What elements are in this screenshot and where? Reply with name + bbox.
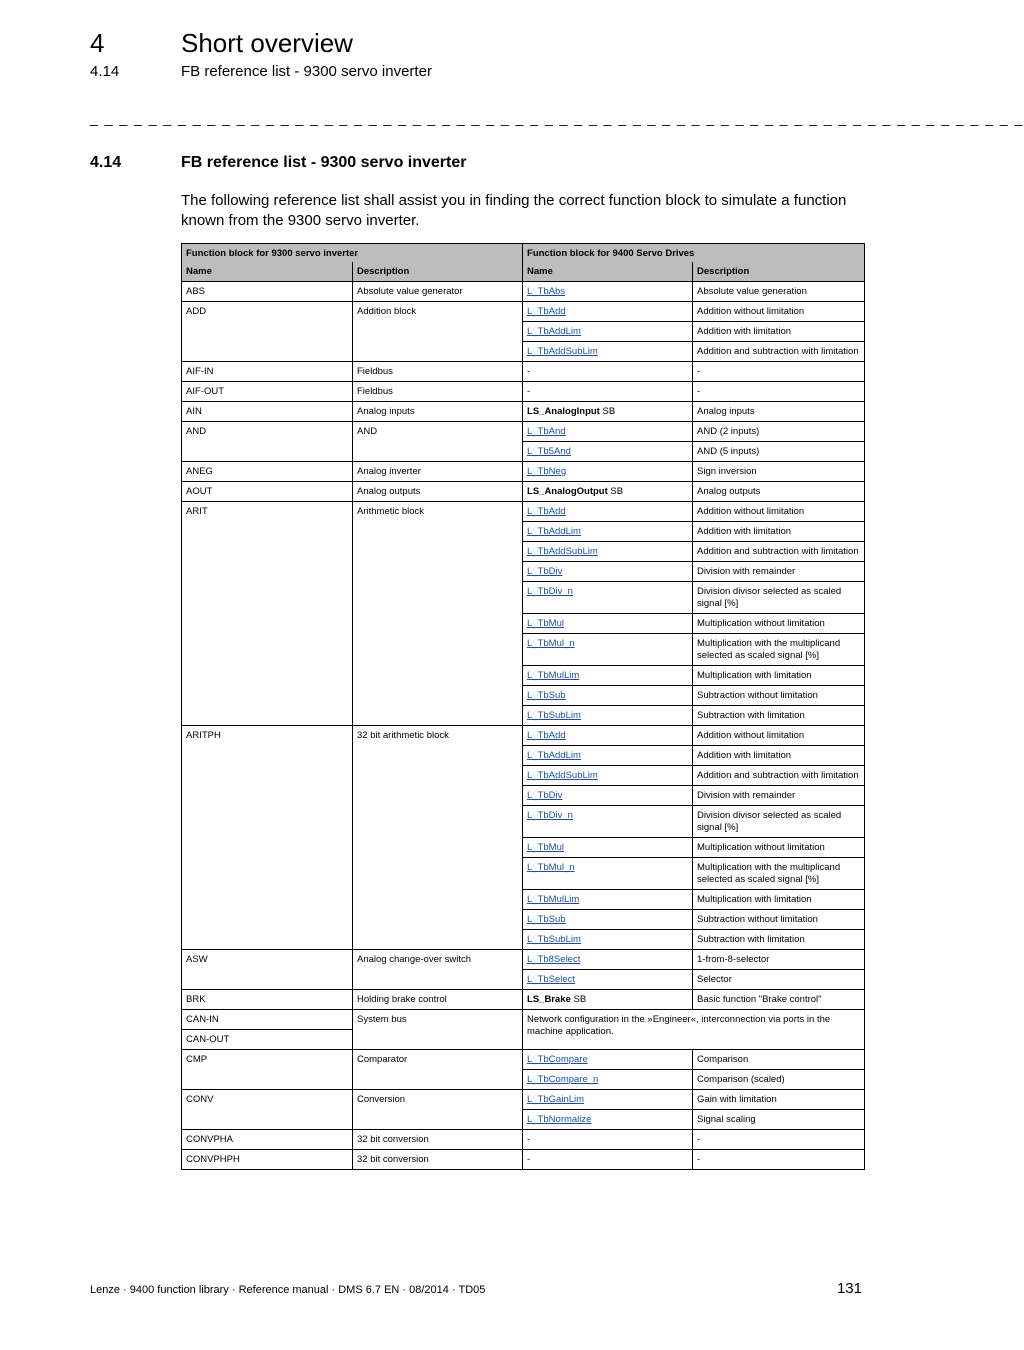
fb9400-link[interactable]: L_Tb5And — [527, 446, 571, 457]
fb9400-name-cell — [523, 666, 693, 686]
fb9400-desc: Absolute value generation — [693, 282, 865, 302]
fb9400-link[interactable]: L_TbMul_n — [527, 638, 575, 649]
fb9400-desc: Addition and subtraction with limitation — [693, 342, 865, 362]
fb9400-name-cell — [523, 634, 693, 666]
fb-reference-table — [181, 243, 865, 1170]
fb9400-name-cell — [523, 838, 693, 858]
fb9300-name: ARITPH — [182, 726, 353, 950]
fb9300-desc: Fieldbus — [353, 362, 523, 382]
fb9400-desc: Subtraction with limitation — [693, 706, 865, 726]
fb9400-note: Network configuration in the »Engineer«, interconnection via ports in the machine application. — [523, 1010, 865, 1050]
table-row — [182, 1010, 865, 1030]
fb9400-name-cell — [523, 1110, 693, 1130]
fb9400-name-cell — [523, 502, 693, 522]
fb9400-name-cell — [523, 382, 693, 402]
section-heading: FB reference list - 9300 servo inverter — [181, 154, 467, 171]
fb9400-desc: Analog inputs — [693, 402, 865, 422]
fb9300-desc: Analog inputs — [353, 402, 523, 422]
fb9300-name: AND — [182, 422, 353, 462]
fb9400-name-cell — [523, 482, 693, 502]
fb9400-link[interactable]: L_TbMul_n — [527, 862, 575, 873]
fb9400-link[interactable]: L_TbAdd — [527, 306, 566, 317]
fb9400-name-cell — [523, 614, 693, 634]
fb9400-suffix: SB — [570, 994, 587, 1005]
fb9300-name: ARIT — [182, 502, 353, 726]
table-row — [182, 1150, 865, 1170]
fb9400-desc: Division with remainder — [693, 786, 865, 806]
fb9400-link[interactable]: L_TbAddLim — [527, 750, 581, 761]
fb9400-link[interactable]: L_TbAddSubLim — [527, 770, 598, 781]
fb9300-desc: Absolute value generator — [353, 282, 523, 302]
fb9400-name-cell — [523, 562, 693, 582]
fb9400-name-cell — [523, 950, 693, 970]
fb9400-desc: AND (2 inputs) — [693, 422, 865, 442]
fb9400-desc: - — [693, 1150, 865, 1170]
fb9400-desc: Sign inversion — [693, 462, 865, 482]
footer-text: Lenze · 9400 function library · Reference manual · DMS 6.7 EN · 08/2014 · TD05 — [90, 1284, 486, 1296]
fb9400-name-cell — [523, 282, 693, 302]
fb9400-link[interactable]: L_TbMul — [527, 618, 564, 629]
fb9400-system-block: LS_Brake — [527, 994, 571, 1005]
fb9400-name-cell — [523, 990, 693, 1010]
fb9400-link[interactable]: L_TbMulLim — [527, 670, 580, 681]
fb9300-desc: 32 bit conversion — [353, 1130, 523, 1150]
fb9400-name-cell — [523, 462, 693, 482]
fb9300-name: ASW — [182, 950, 353, 990]
fb9400-link[interactable]: L_TbSubLim — [527, 710, 581, 721]
fb9300-name: CMP — [182, 1050, 353, 1090]
fb9300-desc: 32 bit conversion — [353, 1150, 523, 1170]
fb9400-link[interactable]: L_Tb8Select — [527, 954, 581, 965]
table-row — [182, 1090, 865, 1110]
fb9400-desc: Subtraction without limitation — [693, 910, 865, 930]
running-section-title: FB reference list - 9300 servo inverter — [181, 63, 432, 80]
table-row — [182, 282, 865, 302]
fb9400-name-cell — [523, 1090, 693, 1110]
fb9300-desc: Analog inverter — [353, 462, 523, 482]
fb9400-name-cell — [523, 726, 693, 746]
fb9400-link[interactable]: L_TbMulLim — [527, 894, 580, 905]
fb9400-name-cell — [523, 322, 693, 342]
fb9400-desc: Multiplication with the multiplicand selected as scaled signal [%] — [693, 858, 865, 890]
fb9400-link[interactable]: L_TbAdd — [527, 506, 566, 517]
table-row — [182, 726, 865, 746]
fb9400-link[interactable]: L_TbAddLim — [527, 526, 581, 537]
fb9300-name: CONVPHA — [182, 1130, 353, 1150]
fb9400-name-cell — [523, 1050, 693, 1070]
fb9400-link[interactable]: L_TbDiv — [527, 790, 563, 801]
chapter-title: Short overview — [181, 28, 353, 58]
fb9400-desc: Analog outputs — [693, 482, 865, 502]
fb9400-desc: Addition with limitation — [693, 322, 865, 342]
fb9400-link[interactable]: L_TbDiv_n — [527, 810, 573, 821]
fb9400-link[interactable]: L_TbNormalize — [527, 1114, 592, 1125]
fb9300-desc: Analog change-over switch — [353, 950, 523, 990]
fb9300-desc: Arithmetic block — [353, 502, 523, 726]
fb9400-link[interactable]: L_TbCompare_n — [527, 1074, 599, 1085]
intro-paragraph: The following reference list shall assist you in finding the correct function block to simulate a function known from the 9300 servo inverter. — [181, 192, 847, 229]
fb9300-name: AIF-IN — [182, 362, 353, 382]
fb9400-desc: Multiplication without limitation — [693, 614, 865, 634]
chapter-number: 4 — [90, 28, 105, 58]
table-row — [182, 1130, 865, 1150]
fb9400-desc: Addition without limitation — [693, 726, 865, 746]
fb9400-name: - — [527, 1134, 531, 1145]
fb9300-name: CONVPHPH — [182, 1150, 353, 1170]
fb9300-desc: Addition block — [353, 302, 523, 362]
fb9400-name-cell — [523, 302, 693, 322]
fb9400-name-cell — [523, 422, 693, 442]
fb9400-desc: Division divisor selected as scaled signal [%] — [693, 582, 865, 614]
table-row — [182, 990, 865, 1010]
fb9400-name-cell — [523, 746, 693, 766]
fb9300-name: AIF-OUT — [182, 382, 353, 402]
fb9400-desc: Multiplication with limitation — [693, 890, 865, 910]
fb9400-link[interactable]: L_TbAddSubLim — [527, 346, 598, 357]
fb9400-name-cell — [523, 706, 693, 726]
fb9300-desc: Comparator — [353, 1050, 523, 1090]
table-body — [182, 282, 865, 1170]
fb9400-name-cell — [523, 970, 693, 990]
fb9400-name-cell — [523, 542, 693, 562]
fb9300-name: BRK — [182, 990, 353, 1010]
fb9400-name-cell — [523, 1150, 693, 1170]
table-row — [182, 402, 865, 422]
table-row — [182, 950, 865, 970]
fb9400-desc: Addition with limitation — [693, 522, 865, 542]
fb9300-name: CAN-OUT — [182, 1030, 353, 1050]
fb9300-name: ADD — [182, 302, 353, 362]
fb9400-name-cell — [523, 402, 693, 422]
fb9400-link[interactable]: L_TbAddLim — [527, 326, 581, 337]
group-header-9300: Function block for 9300 servo inverter — [182, 244, 523, 263]
fb9400-link[interactable]: L_TbSub — [527, 914, 566, 925]
fb9400-name-cell — [523, 522, 693, 542]
fb9400-link[interactable]: L_TbSelect — [527, 974, 576, 985]
fb9400-desc: - — [693, 1130, 865, 1150]
fb9400-link[interactable]: L_TbNeg — [527, 466, 567, 477]
fb9400-desc: Subtraction without limitation — [693, 686, 865, 706]
fb9400-name: - — [527, 1154, 531, 1165]
fb9400-name-cell — [523, 930, 693, 950]
fb9400-name-cell — [523, 766, 693, 786]
fb9300-desc: Conversion — [353, 1090, 523, 1130]
fb9400-desc: AND (5 inputs) — [693, 442, 865, 462]
fb9400-system-block: LS_AnalogInput — [527, 406, 600, 417]
fb9400-desc: - — [693, 362, 865, 382]
fb9400-link[interactable]: L_TbGainLim — [527, 1094, 585, 1105]
fb9400-link[interactable]: L_TbSubLim — [527, 934, 581, 945]
col-header-name-9400: Name — [523, 262, 693, 282]
fb9400-link[interactable]: L_TbAddSubLim — [527, 546, 598, 557]
fb9300-desc: Holding brake control — [353, 990, 523, 1010]
fb9400-name-cell — [523, 342, 693, 362]
fb9400-desc: Division divisor selected as scaled signal [%] — [693, 806, 865, 838]
fb9400-desc: Multiplication with limitation — [693, 666, 865, 686]
fb9400-link[interactable]: L_TbAbs — [527, 286, 566, 297]
fb9400-name-cell — [523, 786, 693, 806]
fb9400-link[interactable]: L_TbAdd — [527, 730, 566, 741]
section-number: 4.14 — [90, 154, 122, 171]
table-row — [182, 422, 865, 442]
fb9300-desc: Analog outputs — [353, 482, 523, 502]
fb9400-name-cell — [523, 910, 693, 930]
fb9400-desc: Addition and subtraction with limitation — [693, 542, 865, 562]
fb9400-desc: Signal scaling — [693, 1110, 865, 1130]
page-number: 131 — [836, 1280, 862, 1297]
fb9400-link[interactable]: L_TbCompare — [527, 1054, 588, 1065]
fb9400-desc: Addition and subtraction with limitation — [693, 766, 865, 786]
fb9400-desc: Addition without limitation — [693, 302, 865, 322]
fb9400-suffix: SB — [607, 486, 624, 497]
fb9400-suffix: SB — [599, 406, 616, 417]
fb9400-desc: Selector — [693, 970, 865, 990]
fb9300-name: AOUT — [182, 482, 353, 502]
fb9400-name-cell — [523, 1070, 693, 1090]
fb9400-system-block: LS_AnalogOutput — [527, 486, 608, 497]
fb9400-name-cell — [523, 362, 693, 382]
fb9400-link[interactable]: L_TbAnd — [527, 426, 566, 437]
col-header-name-9300: Name — [182, 262, 353, 282]
fb9400-name: - — [527, 366, 531, 377]
table-row — [182, 382, 865, 402]
fb9300-name: ABS — [182, 282, 353, 302]
fb9400-desc: - — [693, 382, 865, 402]
table-head — [182, 244, 865, 282]
table-row — [182, 502, 865, 522]
fb9400-desc: Comparison — [693, 1050, 865, 1070]
fb9400-name-cell — [523, 858, 693, 890]
col-header-desc-9300: Description — [353, 262, 523, 282]
table-row — [182, 1050, 865, 1070]
table-row — [182, 362, 865, 382]
fb9300-desc: Fieldbus — [353, 382, 523, 402]
fb9400-name-cell — [523, 582, 693, 614]
fb9400-desc: Gain with limitation — [693, 1090, 865, 1110]
fb9400-name-cell — [523, 442, 693, 462]
fb9400-name-cell — [523, 806, 693, 838]
fb9400-name-cell — [523, 1130, 693, 1150]
fb9400-link[interactable]: L_TbSub — [527, 690, 566, 701]
table-row — [182, 302, 865, 322]
fb9400-link[interactable]: L_TbDiv_n — [527, 586, 573, 597]
fb9300-name: CONV — [182, 1090, 353, 1130]
group-header-9400: Function block for 9400 Servo Drives — [523, 244, 865, 263]
fb9400-name: - — [527, 386, 531, 397]
fb9400-desc: 1-from-8-selector — [693, 950, 865, 970]
fb9300-name: ANEG — [182, 462, 353, 482]
fb9400-desc: Addition with limitation — [693, 746, 865, 766]
fb9400-desc: Multiplication with the multiplicand selected as scaled signal [%] — [693, 634, 865, 666]
fb9400-desc: Multiplication without limitation — [693, 838, 865, 858]
fb9300-desc: System bus — [353, 1010, 523, 1050]
table-row — [182, 462, 865, 482]
fb9300-desc: 32 bit arithmetic block — [353, 726, 523, 950]
running-section-number: 4.14 — [90, 63, 120, 80]
fb9300-name: CAN-IN — [182, 1010, 353, 1030]
fb9400-desc: Comparison (scaled) — [693, 1070, 865, 1090]
fb9400-name-cell — [523, 890, 693, 910]
fb9400-desc: Subtraction with limitation — [693, 930, 865, 950]
fb9400-desc: Basic function "Brake control" — [693, 990, 865, 1010]
table-row — [182, 482, 865, 502]
fb9400-link[interactable]: L_TbDiv — [527, 566, 563, 577]
header-divider: _ _ _ _ _ _ _ _ _ _ _ _ _ _ _ _ _ _ _ _ _ _ _ _ _ _ _ _ _ _ _ _ _ _ _ _ _ _ _ _ _ _ _ _ _ _ _ _ _ _ _ _ _ _ _ _ _ _ _ _ _ _ _ _ — [90, 110, 1024, 126]
fb9400-link[interactable]: L_TbMul — [527, 842, 564, 853]
fb9400-desc: Addition without limitation — [693, 502, 865, 522]
fb9400-name-cell — [523, 686, 693, 706]
col-header-desc-9400: Description — [693, 262, 865, 282]
fb9300-desc: AND — [353, 422, 523, 462]
fb9300-name: AIN — [182, 402, 353, 422]
fb9400-desc: Division with remainder — [693, 562, 865, 582]
